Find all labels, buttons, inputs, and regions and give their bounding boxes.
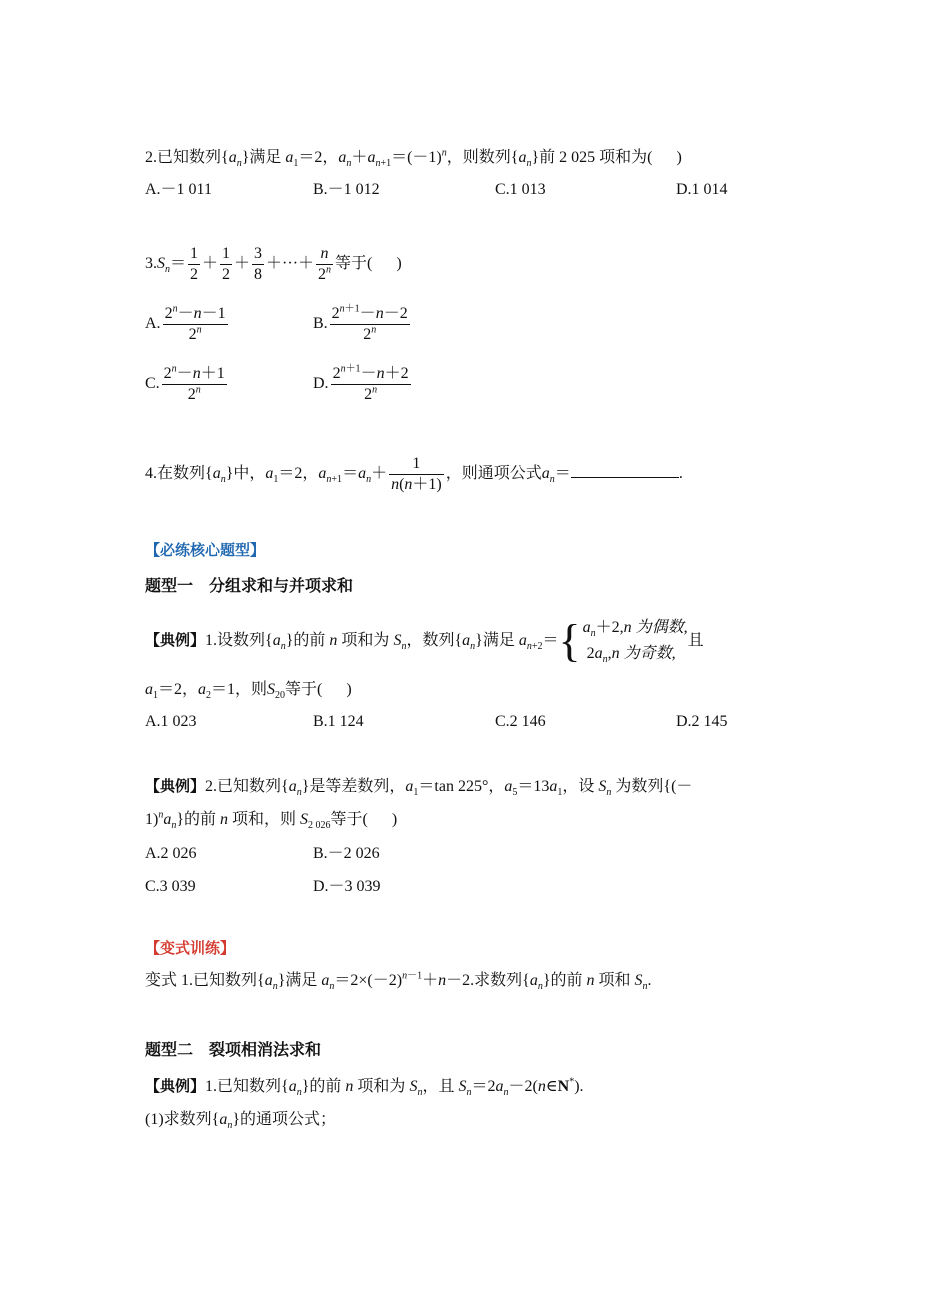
q3-option-b: B. $\frac{2^{n+1}-n-2}{2^n}$	[313, 303, 408, 343]
q2-option-d: D.1 014	[676, 181, 728, 198]
cases-brace: {	[558, 615, 581, 667]
q2-option-a: A.－1 011	[145, 181, 212, 198]
type-2-heading: 题型二 裂项相消法求和	[145, 1040, 322, 1059]
ex2-option-d: D.－3 039	[313, 878, 381, 895]
section-variant-training: 【变式训练】	[145, 939, 236, 957]
ex1-option-a: A.1 023	[145, 713, 197, 730]
question-3-stem: $3.S_n=$ $\frac{1}{2}$ ＋ $\frac{1}{2}$ ＋ $\frac{3}{8}$ ＋···＋ $\frac{n}{2^n}$ 等于( )	[145, 244, 402, 283]
example-3-stem: 【典例】1.已知数列$\{a_n\}$的前 n 项和为 $S_n$，且 $S_n=2a_n-2(n\in N^*)$.	[145, 1076, 584, 1099]
ex2-option-c: C.3 039	[145, 878, 196, 895]
answer-blank[interactable]	[571, 463, 679, 478]
ex1-option-b: B.1 124	[313, 713, 364, 730]
variant-1-stem: 变式 1.已知数列$\{a_n\}$满足 $a_n=2\times(-2)^{n-1}+n-2$.求数列$\{a_n\}$的前 n 项和 $S_n$.	[145, 970, 652, 993]
ex1-option-d: D.2 145	[676, 713, 728, 730]
type-1-heading: 题型一 分组求和与并项求和	[145, 576, 354, 595]
q3-option-d: D. $\frac{2^{n+1}-n+2}{2^n}$	[313, 363, 409, 403]
ex2-option-b: B.－2 026	[313, 845, 380, 862]
question-4-stem: 4.在数列$\{a_n\}$中，$a_1=2$，$a_{n+1}=a_n+$ $\frac{1}{n(n+1)}$ ，则通项公式$a_n=$ .	[145, 454, 683, 493]
example-2-line-2: $1)^na_n$}的前 n 项和，则 $S_{2 026}$等于( )	[145, 809, 398, 832]
example-1-stem: 【典例】1.设数列$\{a_n\}$的前 n 项和为 $S_n$，数列$\{a_n\}$满足 $a_{n+2}=${ $a_n+2,n$ 为偶数, $2a_n,n$ 为奇数, 且	[145, 615, 704, 667]
ex1-option-c: C.2 146	[495, 713, 546, 730]
example-1-line-2: $a_1=2$，$a_2=1$，则$S_{20}$等于( )	[145, 681, 352, 702]
q3-option-a: A. $\frac{2^n-n-1}{2^n}$	[145, 303, 226, 343]
example-2-stem: 【典例】2.已知数列$\{a_n\}$是等差数列，$a_1=\tan$ 225°，$a_5=13a_1$，设 $S_n$ 为数列{(－	[145, 777, 693, 799]
example-3-part-1: (1)求数列$\{a_n\}$的通项公式；	[145, 1111, 337, 1132]
question-2-stem: 2.已知数列$\{a_n\}$满足 $a_1=2$，$a_n+a_{n+1}=(-1)^n$，则数列$\{a_n\}$前 2 025 项和为( )	[145, 147, 682, 170]
section-core-practice: 【必练核心题型】	[145, 541, 266, 559]
q2-option-c: C.1 013	[495, 181, 546, 198]
q2-option-b: B.－1 012	[313, 181, 380, 198]
q3-option-c: C. $\frac{2^n-n+1}{2^n}$	[145, 363, 225, 403]
ex2-option-a: A.2 026	[145, 845, 197, 862]
